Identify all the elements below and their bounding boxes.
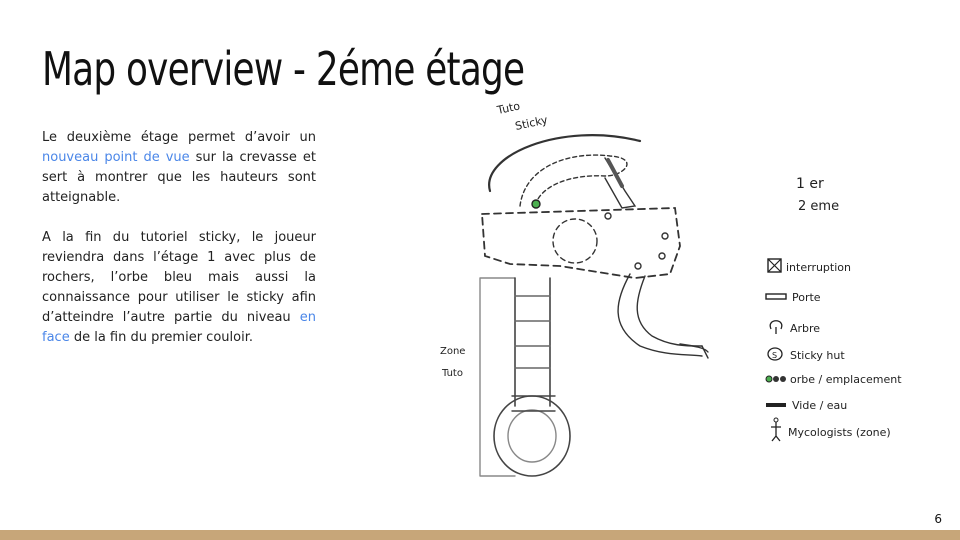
footer-bar xyxy=(0,530,960,540)
legend-vide-eau: Vide / eau xyxy=(792,399,848,412)
sticky-label: Sticky xyxy=(513,113,549,133)
link-nouveau-point-de-vue[interactable]: nouveau point de vue xyxy=(42,150,190,165)
mycologist-icon xyxy=(771,422,781,441)
pipe-outer xyxy=(618,274,702,356)
tuto-label: Tuto xyxy=(495,99,522,117)
paragraph-2-text-b: de la fin du premier couloir. xyxy=(69,330,253,345)
paragraph-2 xyxy=(42,228,316,348)
tree-icon xyxy=(770,321,782,334)
legend-arbre: Arbre xyxy=(790,322,821,335)
bottom-room xyxy=(494,396,570,476)
paragraph-1-text-a: Le deuxième étage permet d’avoir un xyxy=(42,130,316,145)
floor-1-label: 1 er xyxy=(796,176,824,192)
legend-mycologists: Mycologists (zone) xyxy=(788,426,891,439)
link-en-face[interactable]: en face xyxy=(42,310,316,345)
paragraph-1 xyxy=(42,128,316,208)
legend xyxy=(766,259,902,441)
svg-text:S: S xyxy=(772,351,778,360)
floor-2-label: 2 eme xyxy=(798,199,840,214)
column xyxy=(515,278,550,406)
paragraph-1-text-b: sur la crevasse et sert à montrer que les hauteurs sont atteignable. xyxy=(42,150,317,205)
legend-sticky-hut: Sticky hut xyxy=(790,349,845,362)
paragraph-2-text-a: A la fin du tutoriel sticky, le joueur reviendra dans l’étage 1 avec plus de rochers, l’orbe bleu mais aussi la connaissance pour utiliser le sticky afin d’atteindre l’autre partie du niveau xyxy=(42,230,316,325)
central-circle xyxy=(553,219,597,263)
zone-tuto-label: Tuto xyxy=(442,368,463,379)
body-text xyxy=(42,128,316,368)
legend-porte: Porte xyxy=(792,291,821,304)
door-icon xyxy=(766,294,786,299)
page-number: 6 xyxy=(934,512,942,526)
map-sketch xyxy=(440,96,960,496)
orb-legend-icon xyxy=(766,376,772,382)
legend-orbe: orbe / emplacement xyxy=(790,373,902,386)
legend-interruption: interruption xyxy=(786,261,851,274)
zone-label: Zone xyxy=(440,346,466,357)
middle-platform xyxy=(482,208,680,278)
orb-icon xyxy=(532,200,540,208)
page-title: Map overview - 2éme étage xyxy=(42,42,525,96)
tuto-arrow-arc xyxy=(489,135,640,191)
